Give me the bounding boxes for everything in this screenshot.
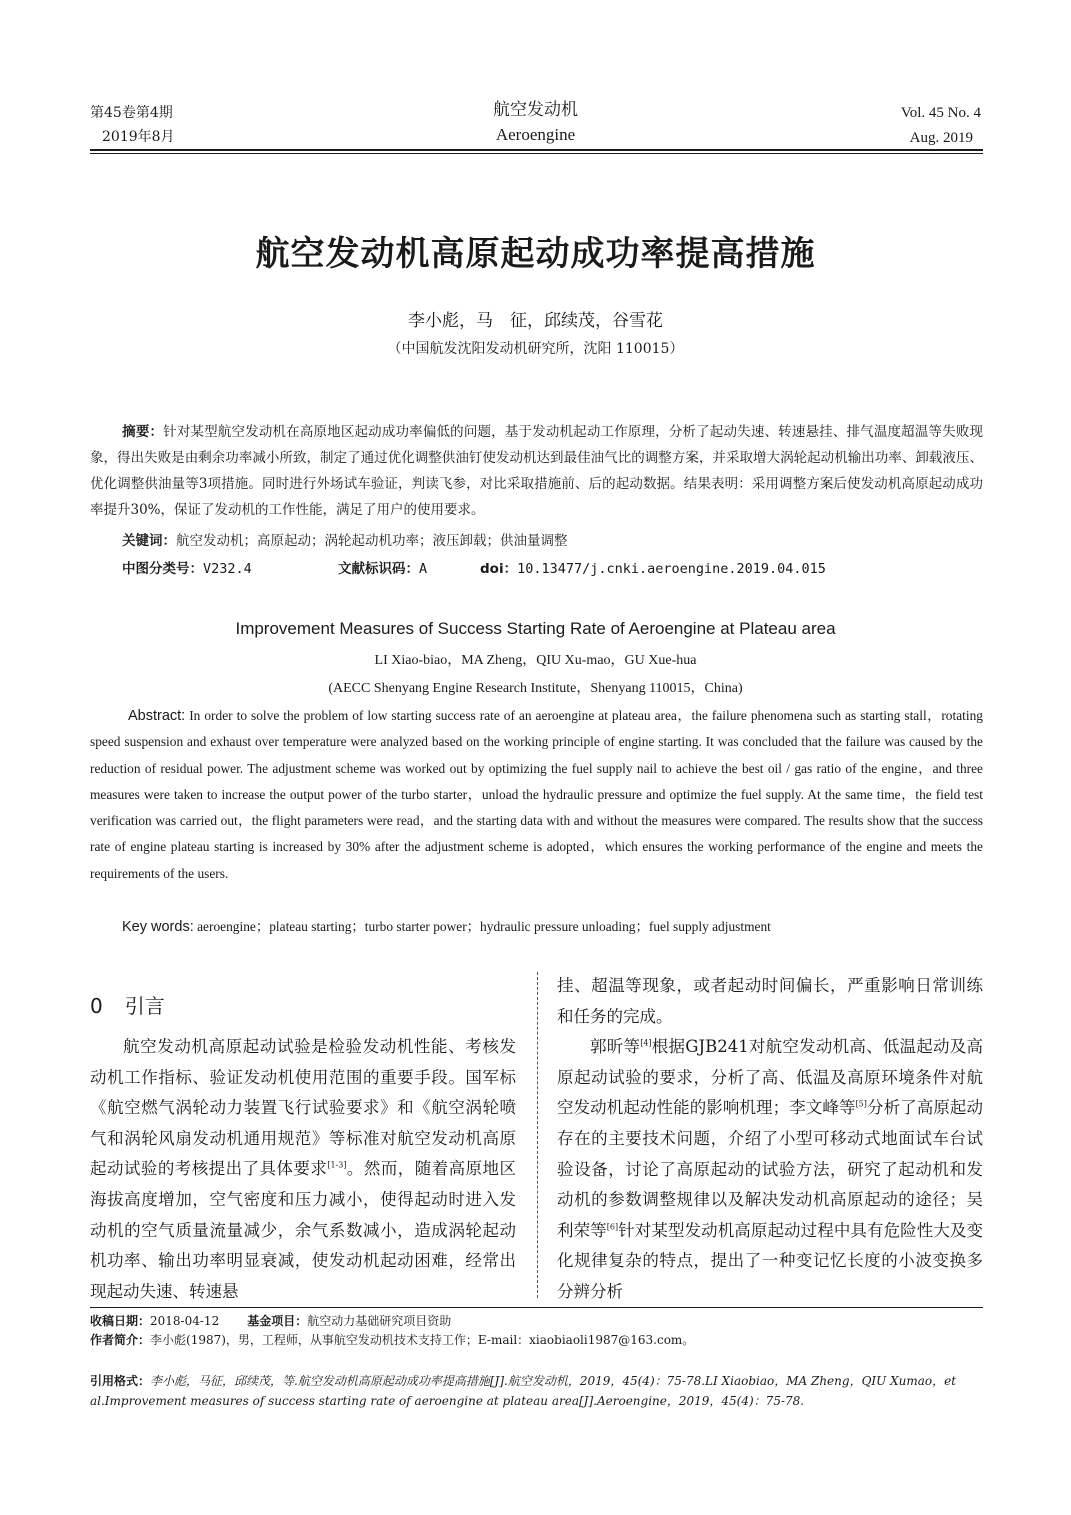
body-paragraph — [90, 1032, 516, 1307]
header-rule-thick — [90, 149, 983, 151]
doi — [480, 558, 826, 580]
keywords-en-label: Key words: — [122, 919, 194, 935]
affiliation-en: (AECC Shenyang Engine Research Institute，Shenyang 110015，China) — [328, 681, 743, 696]
keywords-cn-label: 关键词： — [122, 533, 176, 549]
abstract-en-label: Abstract: — [128, 708, 186, 724]
fund-value: 航空动力基础研究项目资助 — [307, 1314, 452, 1328]
body-text: 分析了高原起动存在的主要技术问题，介绍了小型可移动式地面试车台试验设备，讨论了高原起动的试验方法，研究了起动机和发动机的参数调整规律以及解决发动机高原起动的途径；吴利荣等 — [557, 1098, 984, 1240]
body-paragraph — [557, 1032, 983, 1307]
clc-label: 中图分类号： — [122, 561, 203, 577]
body-column-right — [557, 971, 983, 1308]
section-number: 0 — [90, 994, 103, 1018]
column-divider — [537, 972, 538, 1298]
keywords-cn — [122, 530, 568, 552]
body-text: 根据GJB241对航空发动机高、低温起动及高原起动试验的要求，分析了高、低温及高原环境条件对航空发动机起动性能的影响机理；李文峰等 — [557, 1037, 984, 1118]
header-volume-cn: 第45卷第4期 — [90, 105, 173, 121]
authors-cn: 李小彪，马 征，邱续茂，谷雪花 — [408, 311, 663, 331]
footnote-rule — [90, 1307, 983, 1308]
author-bio-value: 李小彪(1987)，男，工程师，从事航空发动机技术支持工作；E-mail：xiaobiaoli1987@163.com。 — [150, 1333, 695, 1347]
abstract-en — [90, 703, 983, 887]
received-value: 2018-04-12 — [150, 1314, 220, 1328]
keywords-en-text: aeroengine；plateau starting；turbo starter power；hydraulic pressure unloading；fuel supply adjustment — [197, 919, 771, 934]
doc-code-value: A — [419, 561, 428, 577]
abstract-en-text: In order to solve the problem of low starting success rate of an aeroengine at plateau area，the failure phenomena such as starting stall，rotating speed suspension and exhaust over temperature were analyzed based on the working principle of engine starting. It was concluded that the failure was caused by the reduction of residual power. The adjustment scheme was worked out by optimizing the fuel supply nail to achieve the best oil / gas ratio of the engine，and three measures were taken to increase the output power of the turbo starter，unload the hydraulic pressure and optimize the fuel supply. At the same time，the field test verification was carried out，the flight parameters were read，and the starting data with and without the measures were compared. The results show that the success rate of engine plateau starting is increased by 30% after the adjustment scheme is adopted，which ensures the working performance of the engine and meets the requirements of the users. — [90, 708, 983, 881]
doi-label: doi： — [480, 561, 518, 577]
body-text: 。然而，随着高原地区海拔高度增加，空气密度和压力减小，使得起动时进入发动机的空气质量流量减少，余气系数减小，造成涡轮起动机功率、输出功率明显衰减，使发动机起动困难，经常出现起动失速、转速悬 — [90, 1159, 516, 1301]
doc-code-label: 文献标识码： — [338, 561, 419, 577]
document-code — [338, 558, 427, 580]
citation-label: 引用格式： — [90, 1374, 151, 1388]
section-title: 引言 — [124, 994, 165, 1018]
abstract-cn-text: 针对某型航空发动机在高原地区起动成功率偏低的问题，基于发动机起动工作原理，分析了起动失速、转速悬挂、排气温度超温等失败现象，得出失败是由剩余功率减小所致，制定了通过优化调整供油钉使发动机达到最佳油气比的调整方案，并采取增大涡轮起动机输出功率、卸载液压、优化调整供油量等3项措施。同时进行外场试车验证，判读飞参，对比采取措施前、后的起动数据。结果表明：采用调整方案后使发动机高原起动成功率提升30%，保证了发动机的工作性能，满足了用户的使用要求。 — [90, 424, 984, 518]
citation-ref: [1-3] — [327, 1160, 347, 1170]
abstract-cn — [90, 419, 983, 523]
header-date-en: Aug. 2019 — [909, 130, 973, 146]
body-column-left — [90, 1032, 516, 1307]
author-bio-label: 作者简介： — [90, 1333, 151, 1347]
header-date-cn: 2019年8月 — [102, 129, 175, 145]
clc-number — [122, 558, 252, 580]
body-text: 挂、超温等现象，或者起动时间偏长，严重影响日常训练和任务的完成。 — [557, 976, 983, 1026]
paper-title-en: Improvement Measures of Success Starting Rate of Aeroengine at Plateau area — [235, 619, 836, 638]
keywords-en — [122, 914, 983, 940]
body-text: 航空发动机高原起动试验是检验发动机性能、考核发动机工作指标、验证发动机使用范围的重要手段。国军标《航空燃气涡轮动力装置飞行试验要求》和《航空涡轮喷气和涡轮风扇发动机通用规范》等标准对航空发动机高原起动试验的考核提出了具体要求 — [90, 1037, 516, 1179]
body-text: 郭昕等 — [590, 1037, 641, 1057]
body-text: 针对某型发动机高原起动过程中具有危险性大及变化规律复杂的特点，提出了一种变记忆长度的小波变换多分辨分析 — [557, 1220, 984, 1301]
received-label: 收稿日期： — [90, 1314, 151, 1328]
citation-ref: [6] — [606, 1222, 619, 1232]
header-journal-en: Aeroengine — [495, 125, 576, 144]
author-bio — [90, 1331, 983, 1350]
citation-format — [90, 1371, 983, 1411]
section-heading — [90, 990, 165, 1019]
doi-value: 10.13477/j.cnki.aeroengine.2019.04.015 — [517, 561, 826, 577]
fund-label: 基金项目： — [247, 1314, 308, 1328]
keywords-cn-text: 航空发动机；高原起动；涡轮起动机功率；液压卸载；供油量调整 — [176, 533, 568, 549]
clc-value: V232.4 — [203, 561, 252, 577]
header-rule-thin — [90, 153, 983, 154]
authors-en: LI Xiao-biao，MA Zheng，QIU Xu-mao，GU Xue-hua — [374, 653, 697, 668]
paper-title-cn: 航空发动机高原起动成功率提高措施 — [255, 234, 816, 274]
header-journal-cn: 航空发动机 — [493, 100, 578, 120]
header-volume-en: Vol. 45 No. 4 — [900, 105, 981, 121]
citation-value: 李小彪，马征，邱续茂，等.航空发动机高原起动成功率提高措施[J].航空发动机，2019，45(4)：75-78.LI Xiaobiao，MA Zheng，QIU Xumao，et al.Improvement measures of success starting rate of aeroengine at plateau area[J].Aeroengine，2019，45(4)：75-78. — [90, 1374, 957, 1408]
body-paragraph — [557, 971, 983, 1032]
affiliation-cn: （中国航发沈阳发动机研究所，沈阳 110015） — [387, 341, 684, 357]
abstract-cn-label: 摘要： — [122, 424, 164, 440]
received-info — [90, 1312, 983, 1331]
citation-ref: [4] — [640, 1038, 652, 1048]
citation-ref: [5] — [855, 1099, 867, 1109]
